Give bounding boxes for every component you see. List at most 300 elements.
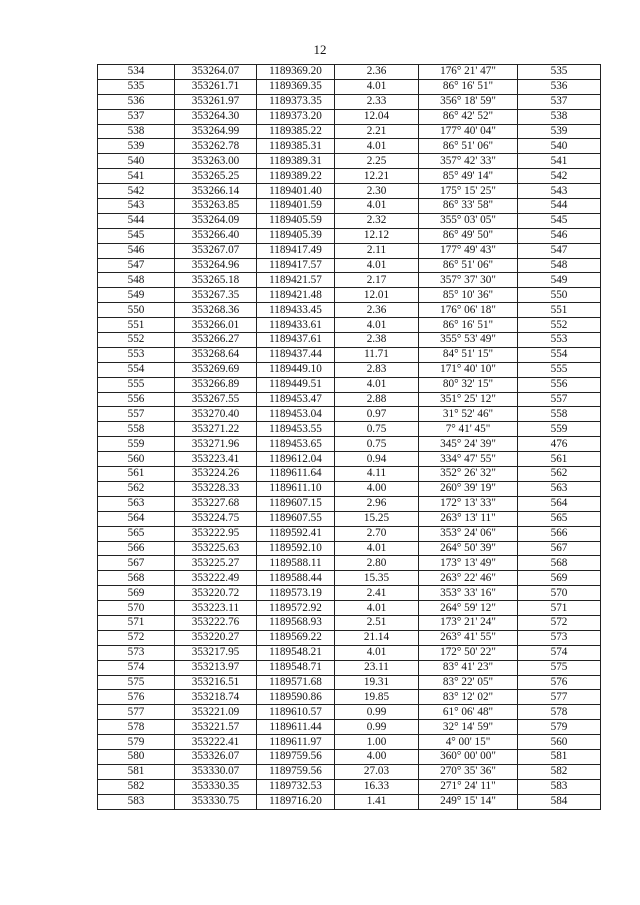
table-row bbox=[98, 749, 601, 764]
distance-cell: 2.41 bbox=[335, 586, 419, 601]
distance-cell: 12.12 bbox=[335, 228, 419, 243]
table-row bbox=[98, 705, 601, 720]
table-row bbox=[98, 630, 601, 645]
bearing-cell: 176° 06' 18" bbox=[419, 303, 518, 318]
distance-cell: 2.36 bbox=[335, 65, 419, 80]
next-point-cell: 568 bbox=[518, 556, 601, 571]
y-coordinate-cell: 1189716.20 bbox=[257, 794, 335, 809]
next-point-cell: 538 bbox=[518, 109, 601, 124]
distance-cell: 27.03 bbox=[335, 764, 419, 779]
next-point-cell: 559 bbox=[518, 422, 601, 437]
table-row bbox=[98, 675, 601, 690]
y-coordinate-cell: 1189572.92 bbox=[257, 601, 335, 616]
point-number-cell: 538 bbox=[98, 124, 175, 139]
y-coordinate-cell: 1189759.56 bbox=[257, 764, 335, 779]
page-number: 12 bbox=[313, 42, 327, 57]
point-number-cell: 557 bbox=[98, 407, 175, 422]
distance-cell: 15.25 bbox=[335, 511, 419, 526]
x-coordinate-cell: 353264.96 bbox=[175, 258, 257, 273]
point-number-cell: 558 bbox=[98, 422, 175, 437]
next-point-cell: 537 bbox=[518, 94, 601, 109]
bearing-cell: 86° 33' 58" bbox=[419, 199, 518, 214]
next-point-cell: 556 bbox=[518, 377, 601, 392]
bearing-cell: 32° 14' 59" bbox=[419, 720, 518, 735]
table-row bbox=[98, 109, 601, 124]
bearing-cell: 86° 51' 06" bbox=[419, 139, 518, 154]
y-coordinate-cell: 1189449.10 bbox=[257, 362, 335, 377]
bearing-cell: 4° 00' 15" bbox=[419, 735, 518, 750]
table-row bbox=[98, 467, 601, 482]
distance-cell: 2.21 bbox=[335, 124, 419, 139]
point-number-cell: 554 bbox=[98, 362, 175, 377]
table-row bbox=[98, 392, 601, 407]
distance-cell: 12.01 bbox=[335, 288, 419, 303]
distance-cell: 2.30 bbox=[335, 184, 419, 199]
y-coordinate-cell: 1189611.97 bbox=[257, 735, 335, 750]
point-number-cell: 546 bbox=[98, 243, 175, 258]
y-coordinate-cell: 1189568.93 bbox=[257, 615, 335, 630]
bearing-cell: 7° 41' 45" bbox=[419, 422, 518, 437]
x-coordinate-cell: 353267.07 bbox=[175, 243, 257, 258]
distance-cell: 0.99 bbox=[335, 720, 419, 735]
y-coordinate-cell: 1189588.11 bbox=[257, 556, 335, 571]
bearing-cell: 177° 40' 04" bbox=[419, 124, 518, 139]
point-number-cell: 567 bbox=[98, 556, 175, 571]
x-coordinate-cell: 353218.74 bbox=[175, 690, 257, 705]
table-row bbox=[98, 199, 601, 214]
bearing-cell: 171° 40' 10" bbox=[419, 362, 518, 377]
table-row bbox=[98, 228, 601, 243]
y-coordinate-cell: 1189453.47 bbox=[257, 392, 335, 407]
next-point-cell: 547 bbox=[518, 243, 601, 258]
next-point-cell: 543 bbox=[518, 184, 601, 199]
x-coordinate-cell: 353330.35 bbox=[175, 779, 257, 794]
next-point-cell: 542 bbox=[518, 169, 601, 184]
point-number-cell: 563 bbox=[98, 496, 175, 511]
distance-cell: 4.01 bbox=[335, 258, 419, 273]
table-row bbox=[98, 258, 601, 273]
point-number-cell: 555 bbox=[98, 377, 175, 392]
x-coordinate-cell: 353262.78 bbox=[175, 139, 257, 154]
point-number-cell: 539 bbox=[98, 139, 175, 154]
x-coordinate-cell: 353266.01 bbox=[175, 318, 257, 333]
next-point-cell: 476 bbox=[518, 437, 601, 452]
y-coordinate-cell: 1189607.55 bbox=[257, 511, 335, 526]
x-coordinate-cell: 353228.33 bbox=[175, 481, 257, 496]
bearing-cell: 61° 06' 48" bbox=[419, 705, 518, 720]
y-coordinate-cell: 1189421.48 bbox=[257, 288, 335, 303]
distance-cell: 4.01 bbox=[335, 377, 419, 392]
distance-cell: 11.71 bbox=[335, 347, 419, 362]
table-row bbox=[98, 690, 601, 705]
x-coordinate-cell: 353227.68 bbox=[175, 496, 257, 511]
next-point-cell: 557 bbox=[518, 392, 601, 407]
y-coordinate-cell: 1189437.44 bbox=[257, 347, 335, 362]
x-coordinate-cell: 353271.22 bbox=[175, 422, 257, 437]
next-point-cell: 573 bbox=[518, 630, 601, 645]
x-coordinate-cell: 353220.27 bbox=[175, 630, 257, 645]
next-point-cell: 572 bbox=[518, 615, 601, 630]
next-point-cell: 549 bbox=[518, 273, 601, 288]
bearing-cell: 263° 22' 46" bbox=[419, 571, 518, 586]
point-number-cell: 556 bbox=[98, 392, 175, 407]
x-coordinate-cell: 353261.71 bbox=[175, 79, 257, 94]
next-point-cell: 551 bbox=[518, 303, 601, 318]
distance-cell: 4.00 bbox=[335, 749, 419, 764]
x-coordinate-cell: 353264.07 bbox=[175, 65, 257, 80]
bearing-cell: 334° 47' 55" bbox=[419, 452, 518, 467]
x-coordinate-cell: 353265.18 bbox=[175, 273, 257, 288]
distance-cell: 23.11 bbox=[335, 660, 419, 675]
bearing-cell: 173° 13' 49" bbox=[419, 556, 518, 571]
y-coordinate-cell: 1189611.64 bbox=[257, 467, 335, 482]
table-row bbox=[98, 407, 601, 422]
distance-cell: 2.96 bbox=[335, 496, 419, 511]
point-number-cell: 542 bbox=[98, 184, 175, 199]
point-number-cell: 566 bbox=[98, 541, 175, 556]
y-coordinate-cell: 1189385.31 bbox=[257, 139, 335, 154]
point-number-cell: 553 bbox=[98, 347, 175, 362]
y-coordinate-cell: 1189405.39 bbox=[257, 228, 335, 243]
x-coordinate-cell: 353223.11 bbox=[175, 601, 257, 616]
bearing-cell: 345° 24' 39" bbox=[419, 437, 518, 452]
x-coordinate-cell: 353266.27 bbox=[175, 333, 257, 348]
next-point-cell: 579 bbox=[518, 720, 601, 735]
next-point-cell: 552 bbox=[518, 318, 601, 333]
point-number-cell: 573 bbox=[98, 645, 175, 660]
bearing-cell: 85° 10' 36" bbox=[419, 288, 518, 303]
table-row bbox=[98, 437, 601, 452]
table-row bbox=[98, 481, 601, 496]
point-number-cell: 562 bbox=[98, 481, 175, 496]
table-row bbox=[98, 720, 601, 735]
x-coordinate-cell: 353268.64 bbox=[175, 347, 257, 362]
table-row bbox=[98, 601, 601, 616]
x-coordinate-cell: 353213.97 bbox=[175, 660, 257, 675]
bearing-cell: 173° 21' 24" bbox=[419, 615, 518, 630]
table-row bbox=[98, 243, 601, 258]
x-coordinate-cell: 353330.75 bbox=[175, 794, 257, 809]
point-number-cell: 561 bbox=[98, 467, 175, 482]
table-row bbox=[98, 273, 601, 288]
distance-cell: 12.04 bbox=[335, 109, 419, 124]
x-coordinate-cell: 353264.99 bbox=[175, 124, 257, 139]
x-coordinate-cell: 353268.36 bbox=[175, 303, 257, 318]
coordinates-table bbox=[97, 64, 601, 810]
point-number-cell: 569 bbox=[98, 586, 175, 601]
distance-cell: 15.35 bbox=[335, 571, 419, 586]
distance-cell: 2.38 bbox=[335, 333, 419, 348]
distance-cell: 2.17 bbox=[335, 273, 419, 288]
distance-cell: 0.75 bbox=[335, 437, 419, 452]
point-number-cell: 576 bbox=[98, 690, 175, 705]
next-point-cell: 546 bbox=[518, 228, 601, 243]
point-number-cell: 581 bbox=[98, 764, 175, 779]
bearing-cell: 264° 59' 12" bbox=[419, 601, 518, 616]
table-row bbox=[98, 288, 601, 303]
y-coordinate-cell: 1189417.49 bbox=[257, 243, 335, 258]
y-coordinate-cell: 1189369.20 bbox=[257, 65, 335, 80]
point-number-cell: 544 bbox=[98, 213, 175, 228]
y-coordinate-cell: 1189449.51 bbox=[257, 377, 335, 392]
next-point-cell: 577 bbox=[518, 690, 601, 705]
next-point-cell: 582 bbox=[518, 764, 601, 779]
y-coordinate-cell: 1189607.15 bbox=[257, 496, 335, 511]
point-number-cell: 583 bbox=[98, 794, 175, 809]
distance-cell: 2.25 bbox=[335, 154, 419, 169]
next-point-cell: 581 bbox=[518, 749, 601, 764]
bearing-cell: 176° 21' 47" bbox=[419, 65, 518, 80]
point-number-cell: 579 bbox=[98, 735, 175, 750]
bearing-cell: 357° 42' 33" bbox=[419, 154, 518, 169]
distance-cell: 0.97 bbox=[335, 407, 419, 422]
table-row bbox=[98, 571, 601, 586]
y-coordinate-cell: 1189373.35 bbox=[257, 94, 335, 109]
distance-cell: 2.32 bbox=[335, 213, 419, 228]
next-point-cell: 565 bbox=[518, 511, 601, 526]
x-coordinate-cell: 353326.07 bbox=[175, 749, 257, 764]
distance-cell: 2.80 bbox=[335, 556, 419, 571]
distance-cell: 2.11 bbox=[335, 243, 419, 258]
bearing-cell: 355° 03' 05" bbox=[419, 213, 518, 228]
y-coordinate-cell: 1189453.65 bbox=[257, 437, 335, 452]
bearing-cell: 83° 22' 05" bbox=[419, 675, 518, 690]
bearing-cell: 83° 12' 02" bbox=[419, 690, 518, 705]
y-coordinate-cell: 1189611.44 bbox=[257, 720, 335, 735]
next-point-cell: 566 bbox=[518, 526, 601, 541]
distance-cell: 2.88 bbox=[335, 392, 419, 407]
table-row bbox=[98, 377, 601, 392]
x-coordinate-cell: 353270.40 bbox=[175, 407, 257, 422]
bearing-cell: 175° 15' 25" bbox=[419, 184, 518, 199]
distance-cell: 21.14 bbox=[335, 630, 419, 645]
y-coordinate-cell: 1189592.41 bbox=[257, 526, 335, 541]
bearing-cell: 177° 49' 43" bbox=[419, 243, 518, 258]
distance-cell: 4.01 bbox=[335, 199, 419, 214]
point-number-cell: 550 bbox=[98, 303, 175, 318]
distance-cell: 2.70 bbox=[335, 526, 419, 541]
y-coordinate-cell: 1189592.10 bbox=[257, 541, 335, 556]
distance-cell: 2.83 bbox=[335, 362, 419, 377]
y-coordinate-cell: 1189573.19 bbox=[257, 586, 335, 601]
point-number-cell: 545 bbox=[98, 228, 175, 243]
point-number-cell: 582 bbox=[98, 779, 175, 794]
point-number-cell: 571 bbox=[98, 615, 175, 630]
distance-cell: 2.51 bbox=[335, 615, 419, 630]
bearing-cell: 84° 51' 15" bbox=[419, 347, 518, 362]
bearing-cell: 249° 15' 14" bbox=[419, 794, 518, 809]
next-point-cell: 584 bbox=[518, 794, 601, 809]
x-coordinate-cell: 353221.09 bbox=[175, 705, 257, 720]
y-coordinate-cell: 1189453.04 bbox=[257, 407, 335, 422]
x-coordinate-cell: 353221.57 bbox=[175, 720, 257, 735]
x-coordinate-cell: 353217.95 bbox=[175, 645, 257, 660]
point-number-cell: 548 bbox=[98, 273, 175, 288]
bearing-cell: 86° 42' 52" bbox=[419, 109, 518, 124]
bearing-cell: 360° 00' 00" bbox=[419, 749, 518, 764]
next-point-cell: 540 bbox=[518, 139, 601, 154]
table-row bbox=[98, 333, 601, 348]
distance-cell: 4.00 bbox=[335, 481, 419, 496]
y-coordinate-cell: 1189421.57 bbox=[257, 273, 335, 288]
distance-cell: 4.01 bbox=[335, 318, 419, 333]
table-row bbox=[98, 615, 601, 630]
table-row bbox=[98, 65, 601, 80]
distance-cell: 4.01 bbox=[335, 139, 419, 154]
y-coordinate-cell: 1189612.04 bbox=[257, 452, 335, 467]
distance-cell: 19.31 bbox=[335, 675, 419, 690]
table-row bbox=[98, 794, 601, 809]
x-coordinate-cell: 353216.51 bbox=[175, 675, 257, 690]
x-coordinate-cell: 353222.41 bbox=[175, 735, 257, 750]
next-point-cell: 545 bbox=[518, 213, 601, 228]
y-coordinate-cell: 1189389.22 bbox=[257, 169, 335, 184]
y-coordinate-cell: 1189453.55 bbox=[257, 422, 335, 437]
table-row bbox=[98, 94, 601, 109]
point-number-cell: 565 bbox=[98, 526, 175, 541]
x-coordinate-cell: 353225.27 bbox=[175, 556, 257, 571]
x-coordinate-cell: 353224.75 bbox=[175, 511, 257, 526]
table-row bbox=[98, 556, 601, 571]
x-coordinate-cell: 353263.85 bbox=[175, 199, 257, 214]
next-point-cell: 576 bbox=[518, 675, 601, 690]
x-coordinate-cell: 353267.55 bbox=[175, 392, 257, 407]
bearing-cell: 353° 33' 16" bbox=[419, 586, 518, 601]
next-point-cell: 569 bbox=[518, 571, 601, 586]
next-point-cell: 564 bbox=[518, 496, 601, 511]
next-point-cell: 583 bbox=[518, 779, 601, 794]
y-coordinate-cell: 1189571.68 bbox=[257, 675, 335, 690]
x-coordinate-cell: 353220.72 bbox=[175, 586, 257, 601]
point-number-cell: 559 bbox=[98, 437, 175, 452]
next-point-cell: 575 bbox=[518, 660, 601, 675]
x-coordinate-cell: 353267.35 bbox=[175, 288, 257, 303]
point-number-cell: 552 bbox=[98, 333, 175, 348]
y-coordinate-cell: 1189588.44 bbox=[257, 571, 335, 586]
bearing-cell: 263° 13' 11" bbox=[419, 511, 518, 526]
bearing-cell: 86° 49' 50" bbox=[419, 228, 518, 243]
table-row bbox=[98, 452, 601, 467]
next-point-cell: 548 bbox=[518, 258, 601, 273]
x-coordinate-cell: 353266.89 bbox=[175, 377, 257, 392]
y-coordinate-cell: 1189548.71 bbox=[257, 660, 335, 675]
distance-cell: 4.01 bbox=[335, 645, 419, 660]
table-row bbox=[98, 779, 601, 794]
bearing-cell: 357° 37' 30" bbox=[419, 273, 518, 288]
point-number-cell: 560 bbox=[98, 452, 175, 467]
point-number-cell: 580 bbox=[98, 749, 175, 764]
table-row bbox=[98, 511, 601, 526]
table-row bbox=[98, 79, 601, 94]
x-coordinate-cell: 353271.96 bbox=[175, 437, 257, 452]
table-row bbox=[98, 362, 601, 377]
point-number-cell: 537 bbox=[98, 109, 175, 124]
x-coordinate-cell: 353223.41 bbox=[175, 452, 257, 467]
point-number-cell: 575 bbox=[98, 675, 175, 690]
next-point-cell: 571 bbox=[518, 601, 601, 616]
next-point-cell: 541 bbox=[518, 154, 601, 169]
point-number-cell: 536 bbox=[98, 94, 175, 109]
bearing-cell: 264° 50' 39" bbox=[419, 541, 518, 556]
distance-cell: 12.21 bbox=[335, 169, 419, 184]
y-coordinate-cell: 1189433.61 bbox=[257, 318, 335, 333]
y-coordinate-cell: 1189610.57 bbox=[257, 705, 335, 720]
table-body bbox=[98, 65, 601, 810]
x-coordinate-cell: 353225.63 bbox=[175, 541, 257, 556]
bearing-cell: 270° 35' 36" bbox=[419, 764, 518, 779]
distance-cell: 16.33 bbox=[335, 779, 419, 794]
y-coordinate-cell: 1189385.22 bbox=[257, 124, 335, 139]
next-point-cell: 536 bbox=[518, 79, 601, 94]
y-coordinate-cell: 1189433.45 bbox=[257, 303, 335, 318]
point-number-cell: 534 bbox=[98, 65, 175, 80]
table-row bbox=[98, 422, 601, 437]
x-coordinate-cell: 353330.07 bbox=[175, 764, 257, 779]
point-number-cell: 540 bbox=[98, 154, 175, 169]
bearing-cell: 172° 50' 22" bbox=[419, 645, 518, 660]
table-row bbox=[98, 184, 601, 199]
table-row bbox=[98, 318, 601, 333]
next-point-cell: 574 bbox=[518, 645, 601, 660]
bearing-cell: 263° 41' 55" bbox=[419, 630, 518, 645]
y-coordinate-cell: 1189373.20 bbox=[257, 109, 335, 124]
next-point-cell: 555 bbox=[518, 362, 601, 377]
bearing-cell: 355° 53' 49" bbox=[419, 333, 518, 348]
distance-cell: 0.94 bbox=[335, 452, 419, 467]
y-coordinate-cell: 1189401.59 bbox=[257, 199, 335, 214]
table-row bbox=[98, 586, 601, 601]
point-number-cell: 551 bbox=[98, 318, 175, 333]
point-number-cell: 578 bbox=[98, 720, 175, 735]
x-coordinate-cell: 353269.69 bbox=[175, 362, 257, 377]
y-coordinate-cell: 1189389.31 bbox=[257, 154, 335, 169]
distance-cell: 19.85 bbox=[335, 690, 419, 705]
x-coordinate-cell: 353266.14 bbox=[175, 184, 257, 199]
table-row bbox=[98, 154, 601, 169]
point-number-cell: 535 bbox=[98, 79, 175, 94]
bearing-cell: 260° 39' 19" bbox=[419, 481, 518, 496]
bearing-cell: 271° 24' 11" bbox=[419, 779, 518, 794]
table-row bbox=[98, 139, 601, 154]
y-coordinate-cell: 1189417.57 bbox=[257, 258, 335, 273]
next-point-cell: 560 bbox=[518, 735, 601, 750]
y-coordinate-cell: 1189732.53 bbox=[257, 779, 335, 794]
point-number-cell: 547 bbox=[98, 258, 175, 273]
next-point-cell: 554 bbox=[518, 347, 601, 362]
table-row bbox=[98, 660, 601, 675]
table-row bbox=[98, 303, 601, 318]
point-number-cell: 549 bbox=[98, 288, 175, 303]
x-coordinate-cell: 353222.95 bbox=[175, 526, 257, 541]
distance-cell: 2.36 bbox=[335, 303, 419, 318]
distance-cell: 1.41 bbox=[335, 794, 419, 809]
next-point-cell: 544 bbox=[518, 199, 601, 214]
distance-cell: 0.75 bbox=[335, 422, 419, 437]
next-point-cell: 558 bbox=[518, 407, 601, 422]
bearing-cell: 86° 16' 51" bbox=[419, 318, 518, 333]
next-point-cell: 561 bbox=[518, 452, 601, 467]
next-point-cell: 562 bbox=[518, 467, 601, 482]
bearing-cell: 353° 24' 06" bbox=[419, 526, 518, 541]
y-coordinate-cell: 1189611.10 bbox=[257, 481, 335, 496]
x-coordinate-cell: 353222.76 bbox=[175, 615, 257, 630]
next-point-cell: 553 bbox=[518, 333, 601, 348]
y-coordinate-cell: 1189759.56 bbox=[257, 749, 335, 764]
point-number-cell: 577 bbox=[98, 705, 175, 720]
bearing-cell: 80° 32' 15" bbox=[419, 377, 518, 392]
bearing-cell: 172° 13' 33" bbox=[419, 496, 518, 511]
x-coordinate-cell: 353263.00 bbox=[175, 154, 257, 169]
